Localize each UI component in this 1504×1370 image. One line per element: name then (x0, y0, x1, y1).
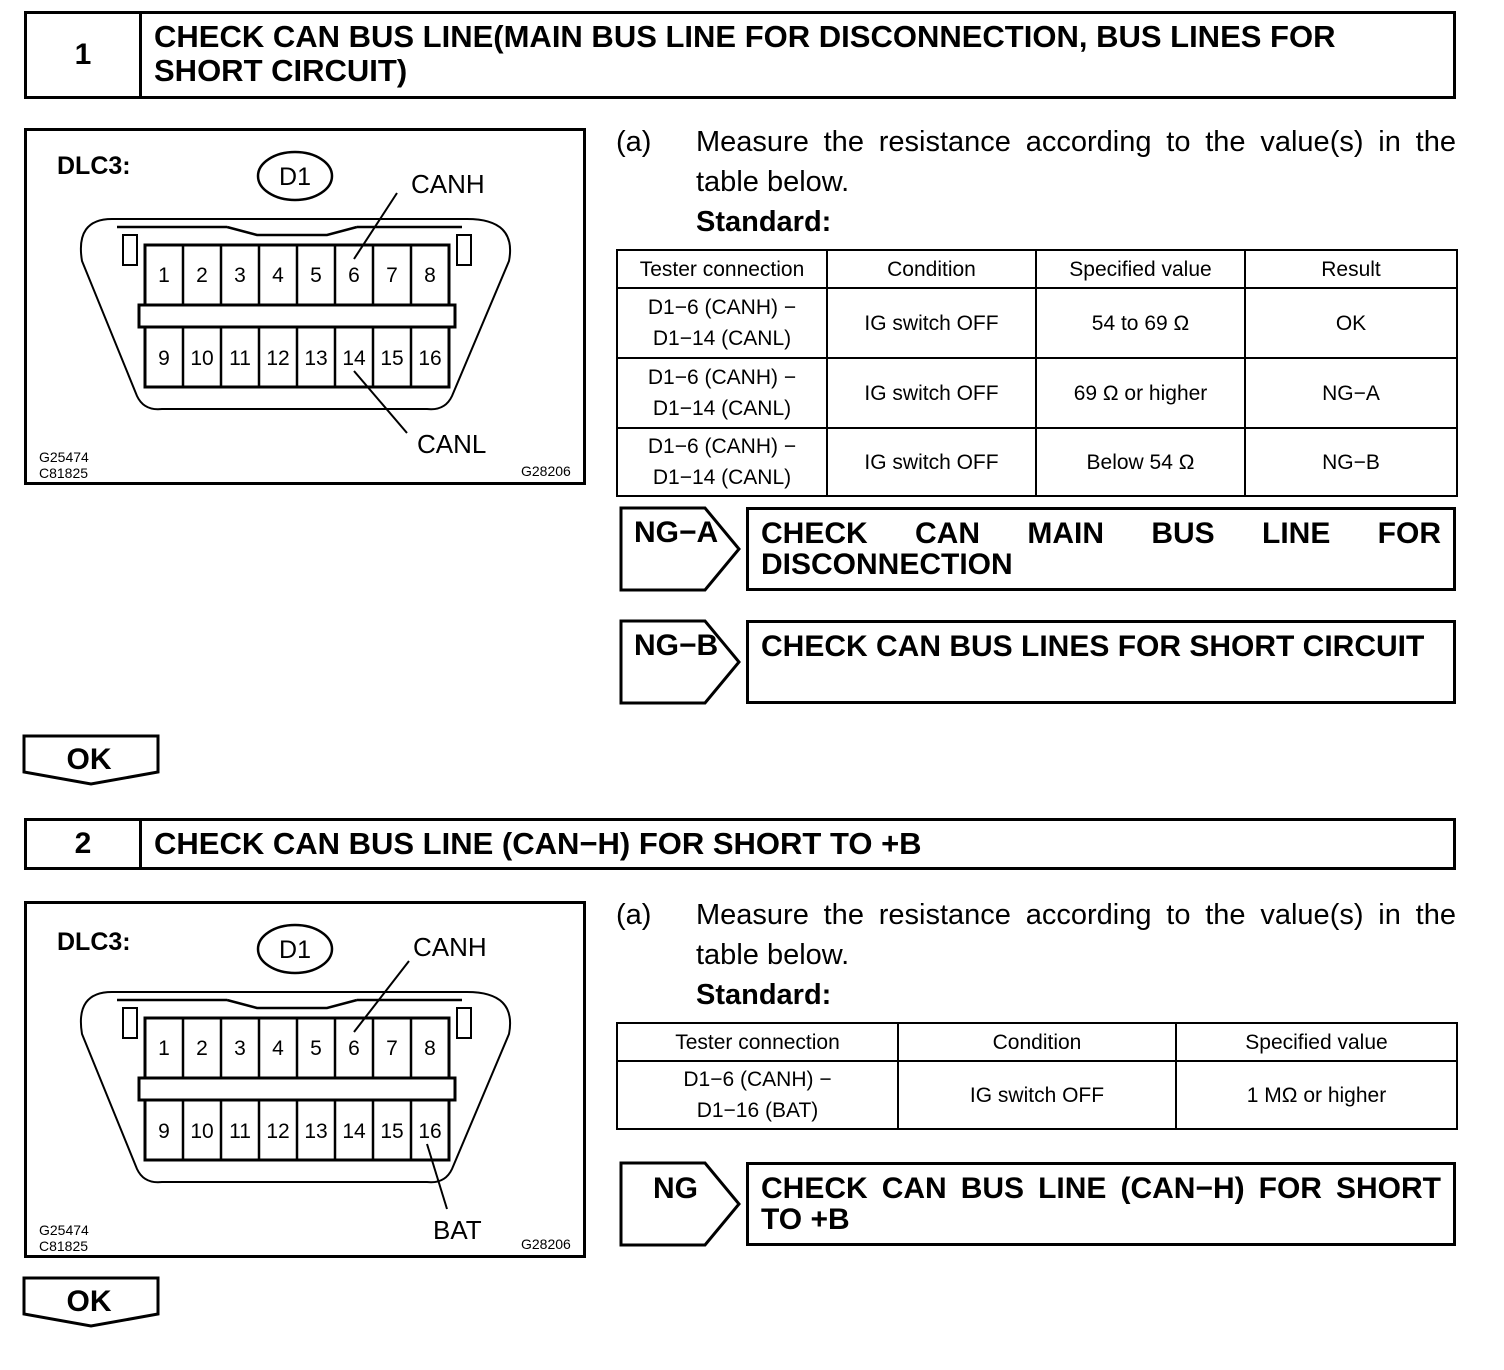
specified-value-cell: 69 Ω or higher (1036, 358, 1245, 428)
ng-b-tag-label: NG−B (634, 629, 719, 662)
column-header: Specified value (1036, 250, 1245, 288)
dlc3-connector-diagram (27, 904, 583, 1255)
pin-label: 2 (196, 264, 208, 287)
ok-label: OK (66, 1285, 112, 1318)
ng-tag-label: NG (653, 1172, 698, 1205)
ng-a-result-box[interactable] (746, 507, 1456, 591)
standard-table (616, 1022, 1458, 1130)
step-1-header (24, 11, 1456, 99)
connector-label: DLC3: (57, 928, 131, 956)
tester-connection-cell: D1−6 (CANH) − D1−14 (CANL) (617, 288, 827, 358)
pin-label: 11 (229, 1120, 251, 1143)
canh-callout: CANH (411, 169, 485, 199)
ng-b-result-box[interactable] (746, 620, 1456, 704)
canh-callout: CANH (413, 932, 487, 962)
pin-label: 6 (348, 1037, 360, 1060)
result-cell: OK (1245, 288, 1457, 358)
connector-divider (139, 1078, 455, 1100)
connector-key (117, 1000, 462, 1008)
result-cell: NG−B (1245, 428, 1457, 496)
latch-right (457, 235, 471, 265)
connector-code: D1 (279, 163, 311, 191)
pin-label: 9 (158, 347, 170, 370)
figure-code: G25474 (39, 449, 89, 465)
table-header-row (617, 250, 1457, 288)
pin-label: 14 (342, 347, 366, 370)
ng-result-box[interactable] (746, 1162, 1456, 1246)
pin-label: 12 (266, 1120, 290, 1143)
instruction-label: (a) (616, 126, 652, 158)
pin-label: 8 (424, 264, 436, 287)
figure-code: C81825 (39, 465, 89, 481)
pin-label: 7 (386, 1037, 398, 1060)
specified-value-cell: 1 MΩ or higher (1176, 1061, 1457, 1129)
condition-cell: IG switch OFF (827, 288, 1036, 358)
pin-label: 16 (418, 347, 442, 370)
dlc3-connector-figure (24, 901, 586, 1258)
result-line: CHECK CAN BUS LINES FOR SHORT CIRCUIT (761, 630, 1425, 663)
pin-label: 15 (380, 1120, 404, 1143)
connector-key (117, 227, 462, 235)
pin-label: 13 (304, 1120, 328, 1143)
ok-arrow-button[interactable] (22, 734, 160, 786)
step-number: 2 (27, 821, 142, 867)
result-line: CHECK CAN BUS LINE (CAN−H) FOR SHORT (761, 1172, 1441, 1205)
standard-label: Standard: (696, 979, 832, 1011)
pin-label: 1 (158, 1037, 170, 1060)
standard-label: Standard: (696, 206, 832, 238)
pin-label: 5 (310, 1037, 322, 1060)
latch-right (457, 1008, 471, 1038)
pin-label: 12 (266, 347, 290, 370)
column-header: Tester connection (617, 250, 827, 288)
pin-label: 9 (158, 1120, 170, 1143)
tester-connection-cell: D1−6 (CANH) − D1−14 (CANL) (617, 358, 827, 428)
table-row (617, 288, 1457, 358)
dlc3-connector-figure (24, 128, 586, 485)
step-title: CHECK CAN BUS LINE(MAIN BUS LINE FOR DISCONNECTION, BUS LINES FOR SHORT CIRCUIT) (154, 19, 1336, 88)
tester-connection-cell: D1−6 (CANH) − D1−16 (BAT) (617, 1061, 898, 1129)
pin-label: 5 (310, 264, 322, 287)
latch-left (123, 1008, 137, 1038)
instruction-block (616, 895, 1456, 1015)
column-header: Condition (827, 250, 1036, 288)
connector-code: D1 (279, 936, 311, 964)
instruction-text: Measure the resistance according to the value(s) in the table below. (696, 899, 1456, 971)
pin-label: 4 (272, 264, 284, 287)
ng-a-tag-label: NG−A (634, 516, 719, 549)
column-header: Tester connection (617, 1023, 898, 1061)
dlc3-connector-diagram (27, 131, 583, 482)
pin-label: 7 (386, 264, 398, 287)
figure-code: C81825 (39, 1238, 89, 1254)
canl-callout: CANL (417, 429, 487, 459)
result-cell: NG−A (1245, 358, 1457, 428)
pin-label: 3 (234, 1037, 246, 1060)
pin-label: 1 (158, 264, 170, 287)
pin-label: 6 (348, 264, 360, 287)
pin-label: 2 (196, 1037, 208, 1060)
pin-label: 16 (418, 1120, 442, 1143)
result-line: CHECK CAN MAIN BUS LINE FOR (761, 517, 1441, 550)
specified-value-cell: 54 to 69 Ω (1036, 288, 1245, 358)
pin-label: 10 (190, 1120, 214, 1143)
step-title: CHECK CAN BUS LINE (CAN−H) FOR SHORT TO +B (154, 826, 922, 861)
ok-label: OK (66, 743, 112, 776)
step-number: 1 (27, 14, 142, 96)
specified-value-cell: Below 54 Ω (1036, 428, 1245, 496)
condition-cell: IG switch OFF (898, 1061, 1176, 1129)
bat-callout: BAT (433, 1215, 482, 1245)
pin-label: 10 (190, 347, 214, 370)
condition-cell: IG switch OFF (827, 428, 1036, 496)
result-line: DISCONNECTION (761, 548, 1013, 581)
table-row (617, 358, 1457, 428)
pin-label: 8 (424, 1037, 436, 1060)
step-2-header (24, 818, 1456, 870)
table-row (617, 1061, 1457, 1129)
pin-label: 15 (380, 347, 404, 370)
figure-code: G28206 (521, 1236, 571, 1252)
column-header: Result (1245, 250, 1457, 288)
tester-connection-cell: D1−6 (CANH) − D1−14 (CANL) (617, 428, 827, 496)
pin-label: 14 (342, 1120, 366, 1143)
pin-label: 11 (229, 347, 251, 370)
instruction-label: (a) (616, 899, 652, 931)
table-row (617, 428, 1457, 496)
standard-table (616, 249, 1458, 497)
column-header: Condition (898, 1023, 1176, 1061)
ok-arrow-button[interactable] (22, 1276, 160, 1328)
pin-label: 13 (304, 347, 328, 370)
table-header-row (617, 1023, 1457, 1061)
instruction-text: Measure the resistance according to the value(s) in the table below. (696, 126, 1456, 198)
latch-left (123, 235, 137, 265)
pin-label: 4 (272, 1037, 284, 1060)
pin-label: 3 (234, 264, 246, 287)
figure-code: G28206 (521, 463, 571, 479)
result-line: TO +B (761, 1203, 850, 1236)
connector-divider (139, 305, 455, 327)
condition-cell: IG switch OFF (827, 358, 1036, 428)
instruction-block (616, 122, 1456, 242)
column-header: Specified value (1176, 1023, 1457, 1061)
connector-label: DLC3: (57, 152, 131, 180)
figure-code: G25474 (39, 1222, 89, 1238)
